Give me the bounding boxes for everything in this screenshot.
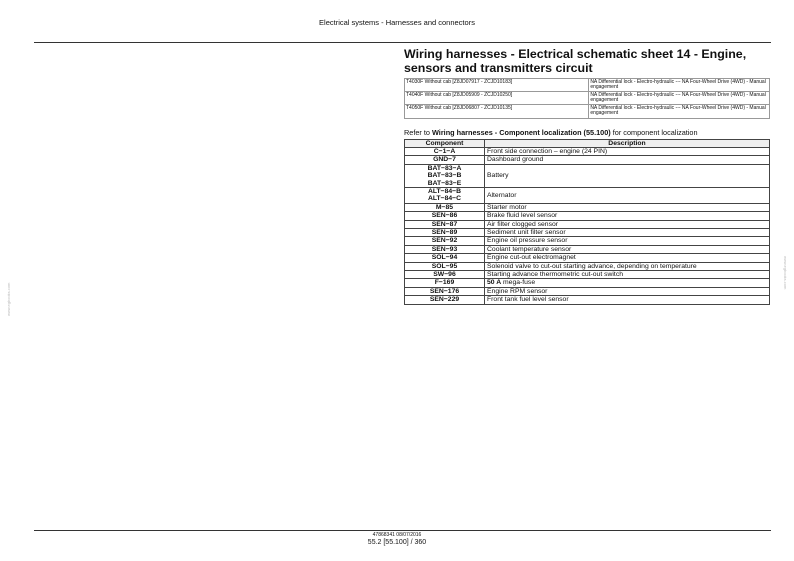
component-code-cell <box>405 279 485 287</box>
table-row <box>405 188 770 204</box>
component-code-cell <box>405 229 485 237</box>
model-cell: T4030F Without cab [Z8JD07917 - ZCJD10183] <box>405 79 589 92</box>
component-description-cell <box>485 212 770 220</box>
footer-divider <box>34 530 771 531</box>
component-description: Starter motor <box>487 203 527 211</box>
component-description: Solenoid valve to cut-out starting advance, depending on temperature <box>487 262 697 270</box>
component-description: Dashboard ground <box>487 156 544 164</box>
component-description: Brake fluid level sensor <box>487 212 558 220</box>
component-code-cell <box>405 164 485 187</box>
component-code-cell <box>405 245 485 253</box>
component-code: SW−96 <box>433 271 456 279</box>
table-row <box>405 203 770 211</box>
model-config-cell: NA Differential lock - Electro-hydraulic --- NA Four-Wheel Drive (4WD) - Manual engagement <box>589 92 770 105</box>
component-code: C−1−A <box>433 147 456 155</box>
table-row <box>405 245 770 253</box>
component-code: BAT−83−B <box>427 172 462 180</box>
page-footer <box>0 532 794 547</box>
table-row <box>405 220 770 228</box>
component-description-cell <box>485 188 770 204</box>
side-watermark-right: www.egbooks.com <box>783 256 788 290</box>
table-row <box>405 262 770 270</box>
table-row <box>405 237 770 245</box>
model-row <box>405 92 770 105</box>
component-code: BAT−83−A <box>427 164 462 172</box>
component-description-cell <box>485 279 770 287</box>
component-description: Alternator <box>487 191 517 199</box>
component-description: Starting advance thermometric cut-out switch <box>487 271 623 279</box>
component-code: SEN−86 <box>431 212 458 220</box>
document-reference: 47868341 08/07/2016 <box>372 532 422 538</box>
component-description-cell <box>485 262 770 270</box>
component-description-cell <box>485 164 770 187</box>
component-code: SEN−92 <box>431 237 458 245</box>
component-description: Sediment unit filter sensor <box>487 229 566 237</box>
page-title: Wiring harnesses - Electrical schematic sheet 14 - Engine, sensors and transmitters circuit <box>404 47 747 75</box>
component-description: Engine RPM sensor <box>487 287 548 295</box>
main-content <box>404 47 770 305</box>
component-code-cell <box>405 262 485 270</box>
component-description: mega-fuse <box>501 279 536 287</box>
component-description-cell <box>485 203 770 211</box>
component-description: Battery <box>487 172 509 180</box>
component-code-cell <box>405 237 485 245</box>
table-row <box>405 271 770 279</box>
component-code-cell <box>405 188 485 204</box>
components-table <box>404 139 770 305</box>
reference-note <box>404 128 770 137</box>
component-description-cell <box>485 156 770 164</box>
component-code-cell <box>405 254 485 262</box>
reference-suffix: for component localization <box>610 127 698 137</box>
table-row <box>405 279 770 287</box>
component-description: Engine oil pressure sensor <box>487 237 568 245</box>
component-code: SOL−94 <box>431 254 458 262</box>
model-config-cell: NA Differential lock - Electro-hydraulic --- NA Four-Wheel Drive (4WD) - Manual engagement <box>589 79 770 92</box>
table-header-row <box>405 139 770 147</box>
component-description: Front side connection – engine (24 PIN) <box>487 147 608 155</box>
component-code-cell <box>405 271 485 279</box>
model-row <box>405 105 770 118</box>
reference-prefix: Refer to <box>404 127 432 137</box>
component-code: SOL−95 <box>431 262 458 270</box>
column-header-description: Description <box>485 139 770 147</box>
model-config-cell: NA Differential lock - Electro-hydraulic --- NA Four-Wheel Drive (4WD) - Manual engagement <box>589 105 770 118</box>
component-code: ALT−84−B <box>427 188 462 195</box>
component-code: SEN−89 <box>431 229 458 237</box>
component-description-cell <box>485 296 770 304</box>
component-code: SEN−176 <box>429 287 460 295</box>
component-description-cell <box>485 271 770 279</box>
component-code: ALT−84−C <box>427 195 462 203</box>
component-description-cell <box>485 147 770 155</box>
component-description-cell <box>485 254 770 262</box>
component-code-cell <box>405 212 485 220</box>
component-description-cell <box>485 287 770 295</box>
side-watermark-left: www.egbooks.com <box>6 282 11 316</box>
component-description-cell <box>485 237 770 245</box>
table-row <box>405 287 770 295</box>
component-code-cell <box>405 220 485 228</box>
component-code: BAT−83−E <box>427 179 462 187</box>
component-description-cell <box>485 229 770 237</box>
component-description: Coolant temperature sensor <box>487 245 572 253</box>
table-row <box>405 156 770 164</box>
table-row <box>405 254 770 262</box>
model-row <box>405 79 770 92</box>
component-description: Front tank fuel level sensor <box>487 296 569 304</box>
component-code-cell <box>405 147 485 155</box>
component-code-cell <box>405 287 485 295</box>
running-header: Electrical systems - Harnesses and connectors <box>319 18 475 27</box>
component-description: Engine cut-out electromagnet <box>487 254 576 262</box>
component-code-cell <box>405 203 485 211</box>
page-number: 55.2 [55.100] / 360 <box>367 539 427 546</box>
reference-link[interactable]: Wiring harnesses - Component localization (55.100) <box>431 127 611 137</box>
table-row <box>405 296 770 304</box>
component-code-cell <box>405 296 485 304</box>
table-row <box>405 212 770 220</box>
table-row <box>405 229 770 237</box>
component-code: SEN−87 <box>431 220 458 228</box>
table-row <box>405 147 770 155</box>
component-description-cell <box>485 220 770 228</box>
model-cell: T4040F Without cab [Z8JD05909 - ZCJD10250] <box>405 92 589 105</box>
component-code: SEN−229 <box>429 296 460 304</box>
component-code-cell <box>405 156 485 164</box>
model-applicability-table <box>404 78 770 119</box>
component-code: F−169 <box>434 279 455 287</box>
component-description: Air filter clogged sensor <box>487 220 559 228</box>
header-divider <box>34 42 771 43</box>
component-description-cell <box>485 245 770 253</box>
column-header-component: Component <box>405 139 485 147</box>
component-code: M−85 <box>435 203 454 211</box>
component-code: GND−7 <box>433 156 456 164</box>
table-row <box>405 164 770 187</box>
component-code: SEN−93 <box>431 245 458 253</box>
model-cell: T4050F Without cab [Z8JD06807 - ZCJD10135] <box>405 105 589 118</box>
description-emphasis: 50 A <box>487 279 502 287</box>
